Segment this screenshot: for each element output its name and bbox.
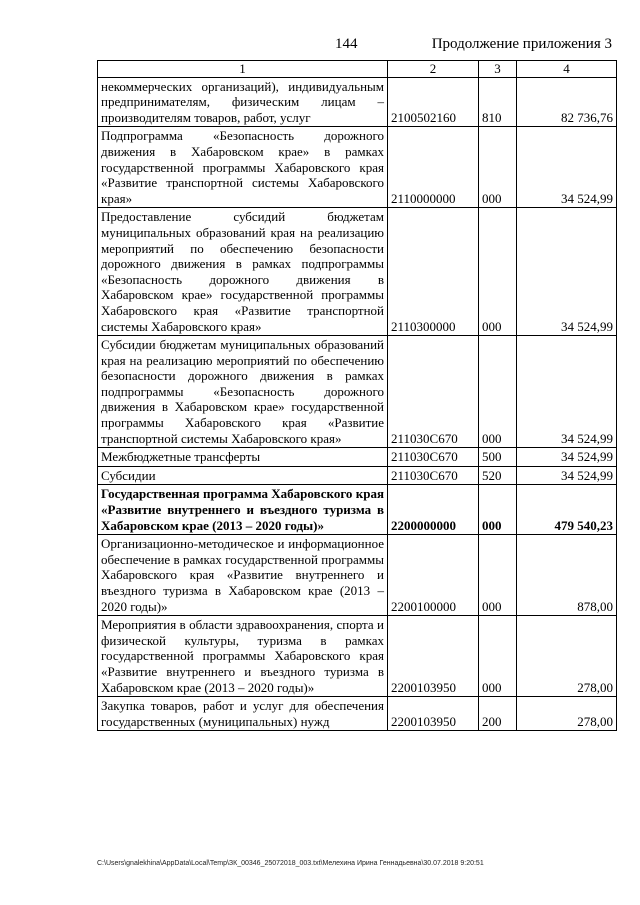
table-row-program xyxy=(98,485,617,535)
column-header-name: 1 xyxy=(98,61,388,78)
row-vr: 000 xyxy=(479,485,517,535)
table-row xyxy=(98,466,617,485)
column-header-vr: 3 xyxy=(479,61,517,78)
footer-file-path: C:\Users\gnalekhina\AppData\Local\Temp\ЗК_00346_25072018_003.txt\Мелехина Ирина Геннадьевна\30.07.2018 9:20:51 xyxy=(97,860,484,867)
row-vr: 000 xyxy=(479,616,517,697)
row-name: Межбюджетные трансферты xyxy=(98,448,388,467)
row-vr: 810 xyxy=(479,77,517,127)
row-code: 211030С670 xyxy=(388,466,479,485)
row-name: Государственная программа Хабаровского края «Развитие внутреннего и въездного туризма в Хабаровском крае (2013 – 2020 годы)» xyxy=(98,485,388,535)
row-code: 2200000000 xyxy=(388,485,479,535)
column-header-amount: 4 xyxy=(517,61,617,78)
table-row xyxy=(98,448,617,467)
row-vr: 000 xyxy=(479,208,517,336)
row-code: 2110300000 xyxy=(388,208,479,336)
table-row xyxy=(98,697,617,731)
row-amount: 479 540,23 xyxy=(517,485,617,535)
table-row xyxy=(98,127,617,208)
row-name: Закупка товаров, работ и услуг для обеспечения государственных (муниципальных) нужд xyxy=(98,697,388,731)
row-amount: 34 524,99 xyxy=(517,466,617,485)
row-name: Субсидии бюджетам муниципальных образований края на реализацию мероприятий по обеспечению безопасности дорожного движения в рамках подпрограммы «Безопасность дорожного движения в Хабаровском крае» государственной программы Хабаровского края «Развитие транспортной системы Хабаровского края» xyxy=(98,336,388,448)
row-vr: 000 xyxy=(479,336,517,448)
row-code: 2110000000 xyxy=(388,127,479,208)
row-name: Организационно-методическое и информационное обеспечение в рамках государственной программы Хабаровского края «Развитие внутреннего и въездного туризма в Хабаровском крае (2013 – 2020 годы)» xyxy=(98,535,388,616)
row-name: некоммерческих организаций), индивидуальным предпринимателям, физическим лицам – производителям товаров, работ, услуг xyxy=(98,77,388,127)
row-name: Подпрограмма «Безопасность дорожного движения в Хабаровском крае» в рамках государственной программы Хабаровского края «Развитие транспортной системы Хабаровского края» xyxy=(98,127,388,208)
row-amount: 82 736,76 xyxy=(517,77,617,127)
row-vr: 500 xyxy=(479,448,517,467)
row-name: Предоставление субсидий бюджетам муниципальных образований края на реализацию мероприятий по обеспечению безопасности дорожного движения в рамках подпрограммы «Безопасность дорожного движения в Хабаровском крае» государственной программы Хабаровского края «Развитие транспортной системы Хабаровского края» xyxy=(98,208,388,336)
table-header-row xyxy=(98,61,617,78)
row-vr: 520 xyxy=(479,466,517,485)
row-code: 211030С670 xyxy=(388,336,479,448)
row-amount: 34 524,99 xyxy=(517,336,617,448)
row-code: 2100502160 xyxy=(388,77,479,127)
row-name: Мероприятия в области здравоохранения, спорта и физической культуры, туризма в рамках государственной программы Хабаровского края «Развитие внутреннего и въездного туризма в Хабаровском крае (2013 – 2020 годы)» xyxy=(98,616,388,697)
row-amount: 34 524,99 xyxy=(517,208,617,336)
table-row xyxy=(98,336,617,448)
row-amount: 278,00 xyxy=(517,697,617,731)
row-vr: 000 xyxy=(479,535,517,616)
row-amount: 878,00 xyxy=(517,535,617,616)
row-amount: 34 524,99 xyxy=(517,448,617,467)
row-name: Субсидии xyxy=(98,466,388,485)
table-row xyxy=(98,208,617,336)
row-amount: 34 524,99 xyxy=(517,127,617,208)
page-number: 144 xyxy=(335,36,358,52)
row-amount: 278,00 xyxy=(517,616,617,697)
row-vr: 000 xyxy=(479,127,517,208)
row-code: 2200103950 xyxy=(388,697,479,731)
row-code: 2200103950 xyxy=(388,616,479,697)
table-row xyxy=(98,616,617,697)
row-code: 211030С670 xyxy=(388,448,479,467)
table-row xyxy=(98,77,617,127)
column-header-code: 2 xyxy=(388,61,479,78)
table-row xyxy=(98,535,617,616)
appendix-continuation-note: Продолжение приложения 3 xyxy=(431,36,612,52)
row-code: 2200100000 xyxy=(388,535,479,616)
budget-table xyxy=(97,60,617,731)
row-vr: 200 xyxy=(479,697,517,731)
